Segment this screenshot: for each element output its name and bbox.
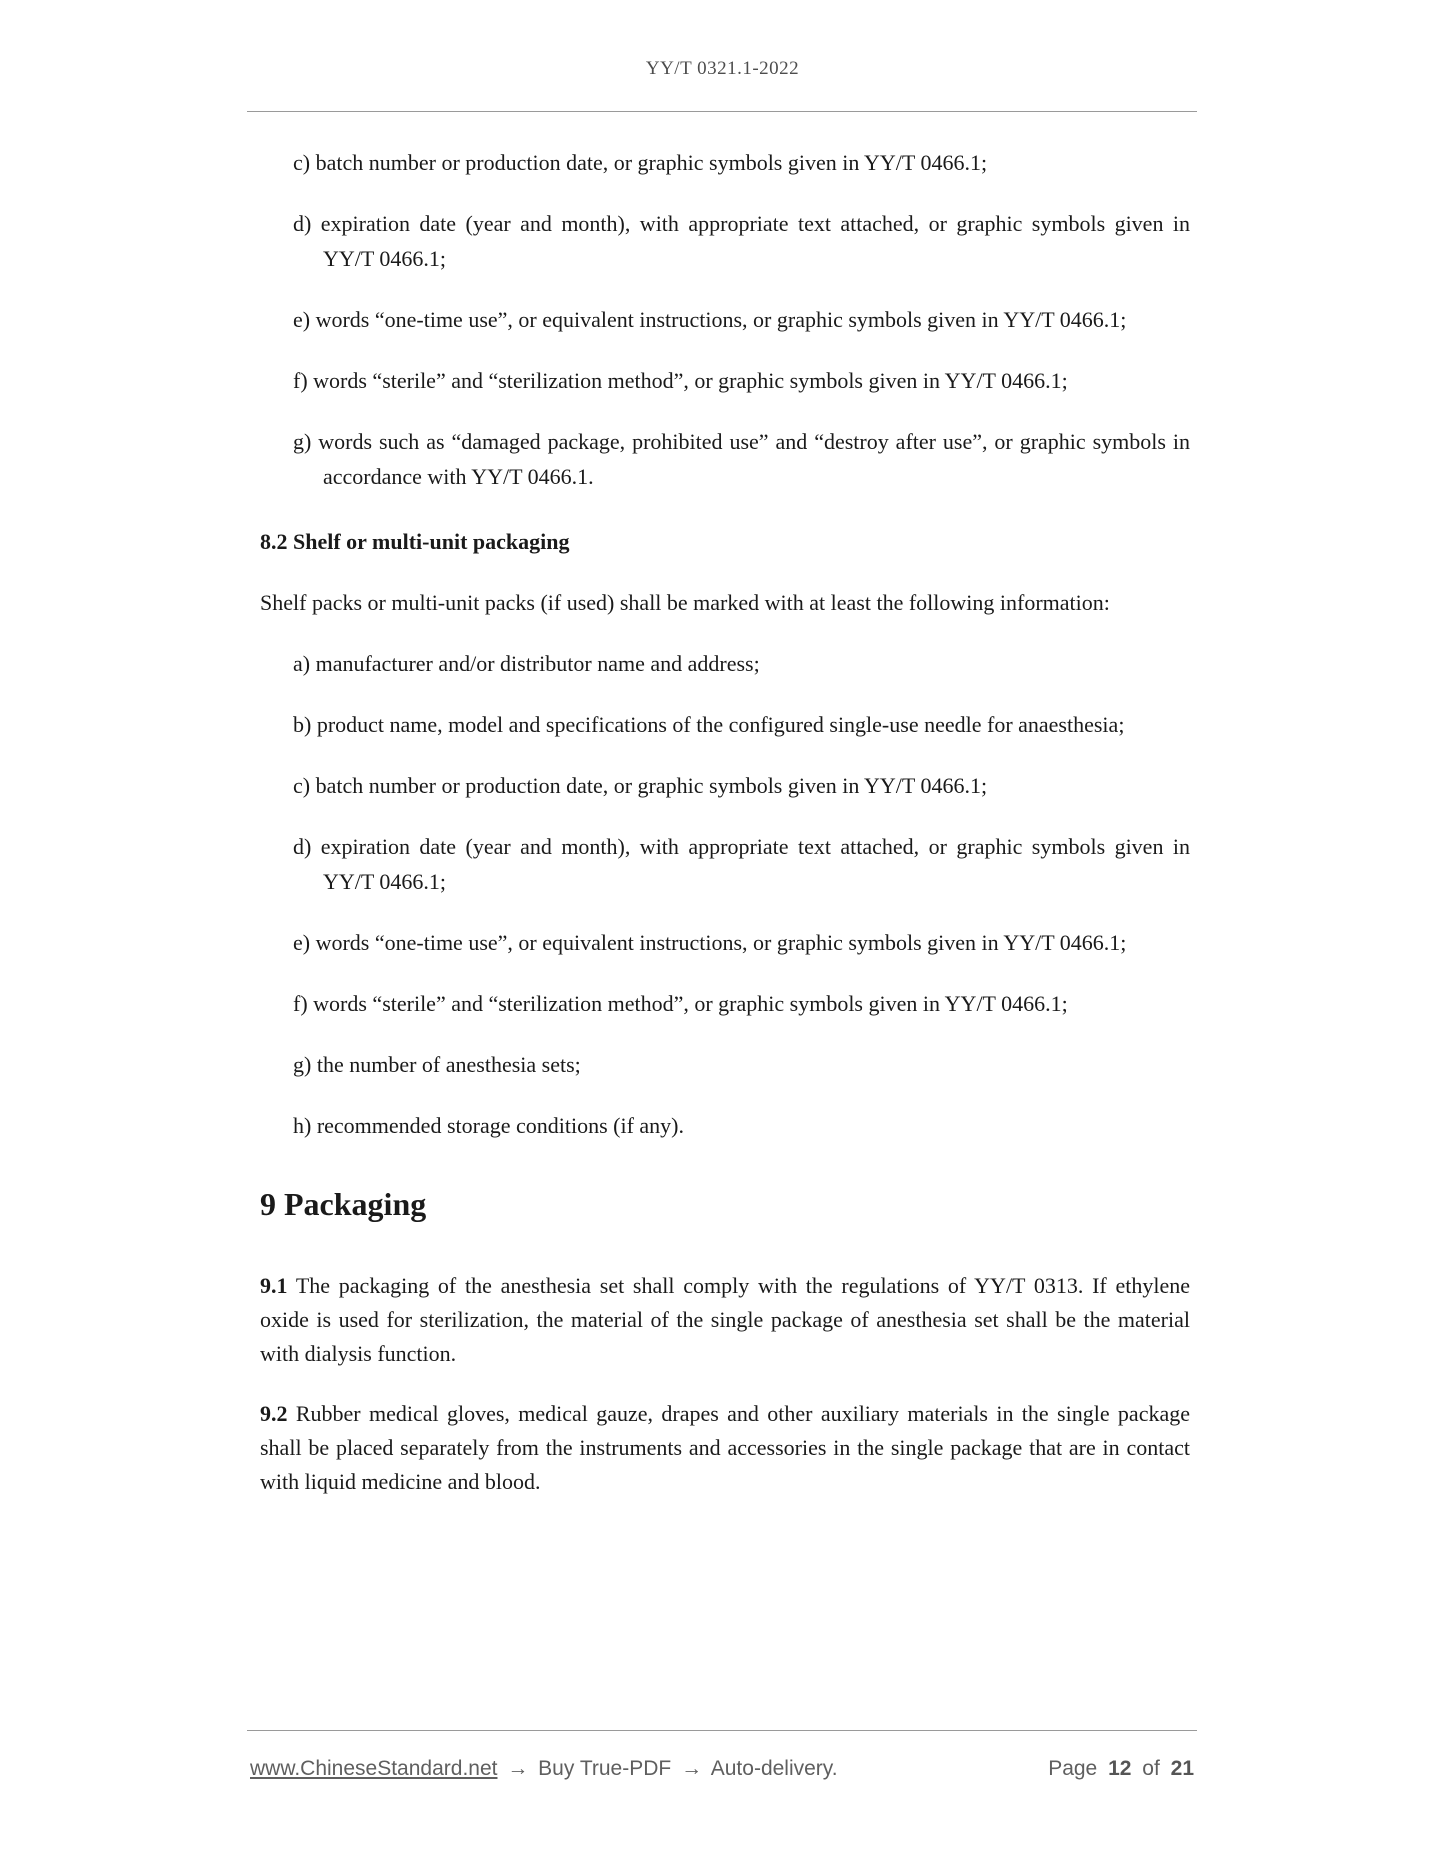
page-current: 12 [1108, 1757, 1132, 1780]
list-item [260, 646, 1190, 681]
list-item [260, 145, 1190, 180]
list-item-label: c) [293, 773, 311, 798]
footer-step-delivery: Auto-delivery. [710, 1757, 838, 1780]
list-item-label: e) [293, 307, 311, 332]
list-item-text: batch number or production date, or graphic symbols given in YY/T 0466.1; [315, 150, 988, 175]
of-label: of [1142, 1757, 1160, 1780]
footer-left [250, 1757, 842, 1781]
page-label: Page [1048, 1757, 1098, 1780]
list-item-label: f) [293, 991, 308, 1016]
page-indicator [1043, 1757, 1194, 1781]
list-item [260, 206, 1190, 276]
page-footer [250, 1757, 1194, 1781]
doc-number: YY/T 0321.1-2022 [645, 58, 800, 79]
document-body [260, 145, 1190, 1525]
list-item-text: recommended storage conditions (if any). [316, 1113, 684, 1138]
list-item-text: words “one-time use”, or equivalent instructions, or graphic symbols given in YY/T 0466.1; [315, 307, 1127, 332]
list-item [260, 829, 1190, 899]
arrow-icon: → [507, 1757, 529, 1780]
page-total: 21 [1170, 1757, 1194, 1780]
arrow-icon: → [681, 1757, 703, 1780]
paragraph-number: 9.2 [260, 1401, 288, 1426]
list-item-text: expiration date (year and month), with appropriate text attached, or graphic symbols given in YY/T 0466.1; [320, 211, 1191, 271]
paragraph-number: 9.1 [260, 1273, 288, 1298]
list-item-label: e) [293, 930, 311, 955]
marking-list-shelf-package [260, 646, 1190, 1143]
list-item-text: the number of anesthesia sets; [316, 1052, 581, 1077]
list-item [260, 1108, 1190, 1143]
list-item [260, 1047, 1190, 1082]
paragraph-text: The packaging of the anesthesia set shall comply with the regulations of YY/T 0313. If ethylene oxide is used for sterilization, the material of the single package of anesthesia set shall be the material with dialysis function. [260, 1273, 1190, 1366]
section-heading-8-2: 8.2 Shelf or multi-unit packaging [260, 529, 570, 554]
footer-step-buy: Buy True-PDF [538, 1757, 672, 1780]
list-item-text: product name, model and specifications of the configured single-use needle for anaesthesia; [316, 712, 1125, 737]
list-item-label: g) [293, 429, 312, 454]
header-divider [247, 111, 1197, 112]
list-item [260, 986, 1190, 1021]
paragraph-text: Rubber medical gloves, medical gauze, drapes and other auxiliary materials in the single package shall be placed separately from the instruments and accessories in the single package that are in contact with liquid medicine and blood. [260, 1401, 1190, 1494]
list-item-text: words “sterile” and “sterilization method”, or graphic symbols given in YY/T 0466.1; [313, 368, 1068, 393]
list-item-text: words “sterile” and “sterilization method”, or graphic symbols given in YY/T 0466.1; [313, 991, 1068, 1016]
footer-link[interactable]: www.ChineseStandard.net [250, 1757, 498, 1780]
list-item [260, 768, 1190, 803]
list-item [260, 424, 1190, 494]
list-item-text: expiration date (year and month), with appropriate text attached, or graphic symbols given in YY/T 0466.1; [320, 834, 1191, 894]
page-header [0, 58, 1445, 80]
list-item-label: d) [293, 834, 312, 859]
list-item-text: words “one-time use”, or equivalent instructions, or graphic symbols given in YY/T 0466.1; [315, 930, 1127, 955]
footer-divider [247, 1730, 1197, 1731]
list-item-label: d) [293, 211, 312, 236]
marking-list-unit-package [260, 145, 1190, 494]
list-item [260, 302, 1190, 337]
list-item-text: manufacturer and/or distributor name and address; [315, 651, 760, 676]
list-item [260, 363, 1190, 398]
list-item-label: f) [293, 368, 308, 393]
section-heading-9: 9 Packaging [260, 1186, 427, 1222]
paragraph-9-1 [260, 1269, 1190, 1371]
section-8-2-intro: Shelf packs or multi-unit packs (if used) shall be marked with at least the following information: [260, 590, 1110, 615]
list-item-label: a) [293, 651, 311, 676]
list-item-label: g) [293, 1052, 312, 1077]
list-item-label: b) [293, 712, 312, 737]
list-item-text: batch number or production date, or graphic symbols given in YY/T 0466.1; [315, 773, 988, 798]
list-item [260, 707, 1190, 742]
list-item-text: words such as “damaged package, prohibited use” and “destroy after use”, or graphic symbols in accordance with YY/T 0466.1. [318, 429, 1190, 489]
list-item-label: h) [293, 1113, 312, 1138]
list-item [260, 925, 1190, 960]
list-item-label: c) [293, 150, 311, 175]
paragraph-9-2 [260, 1397, 1190, 1499]
